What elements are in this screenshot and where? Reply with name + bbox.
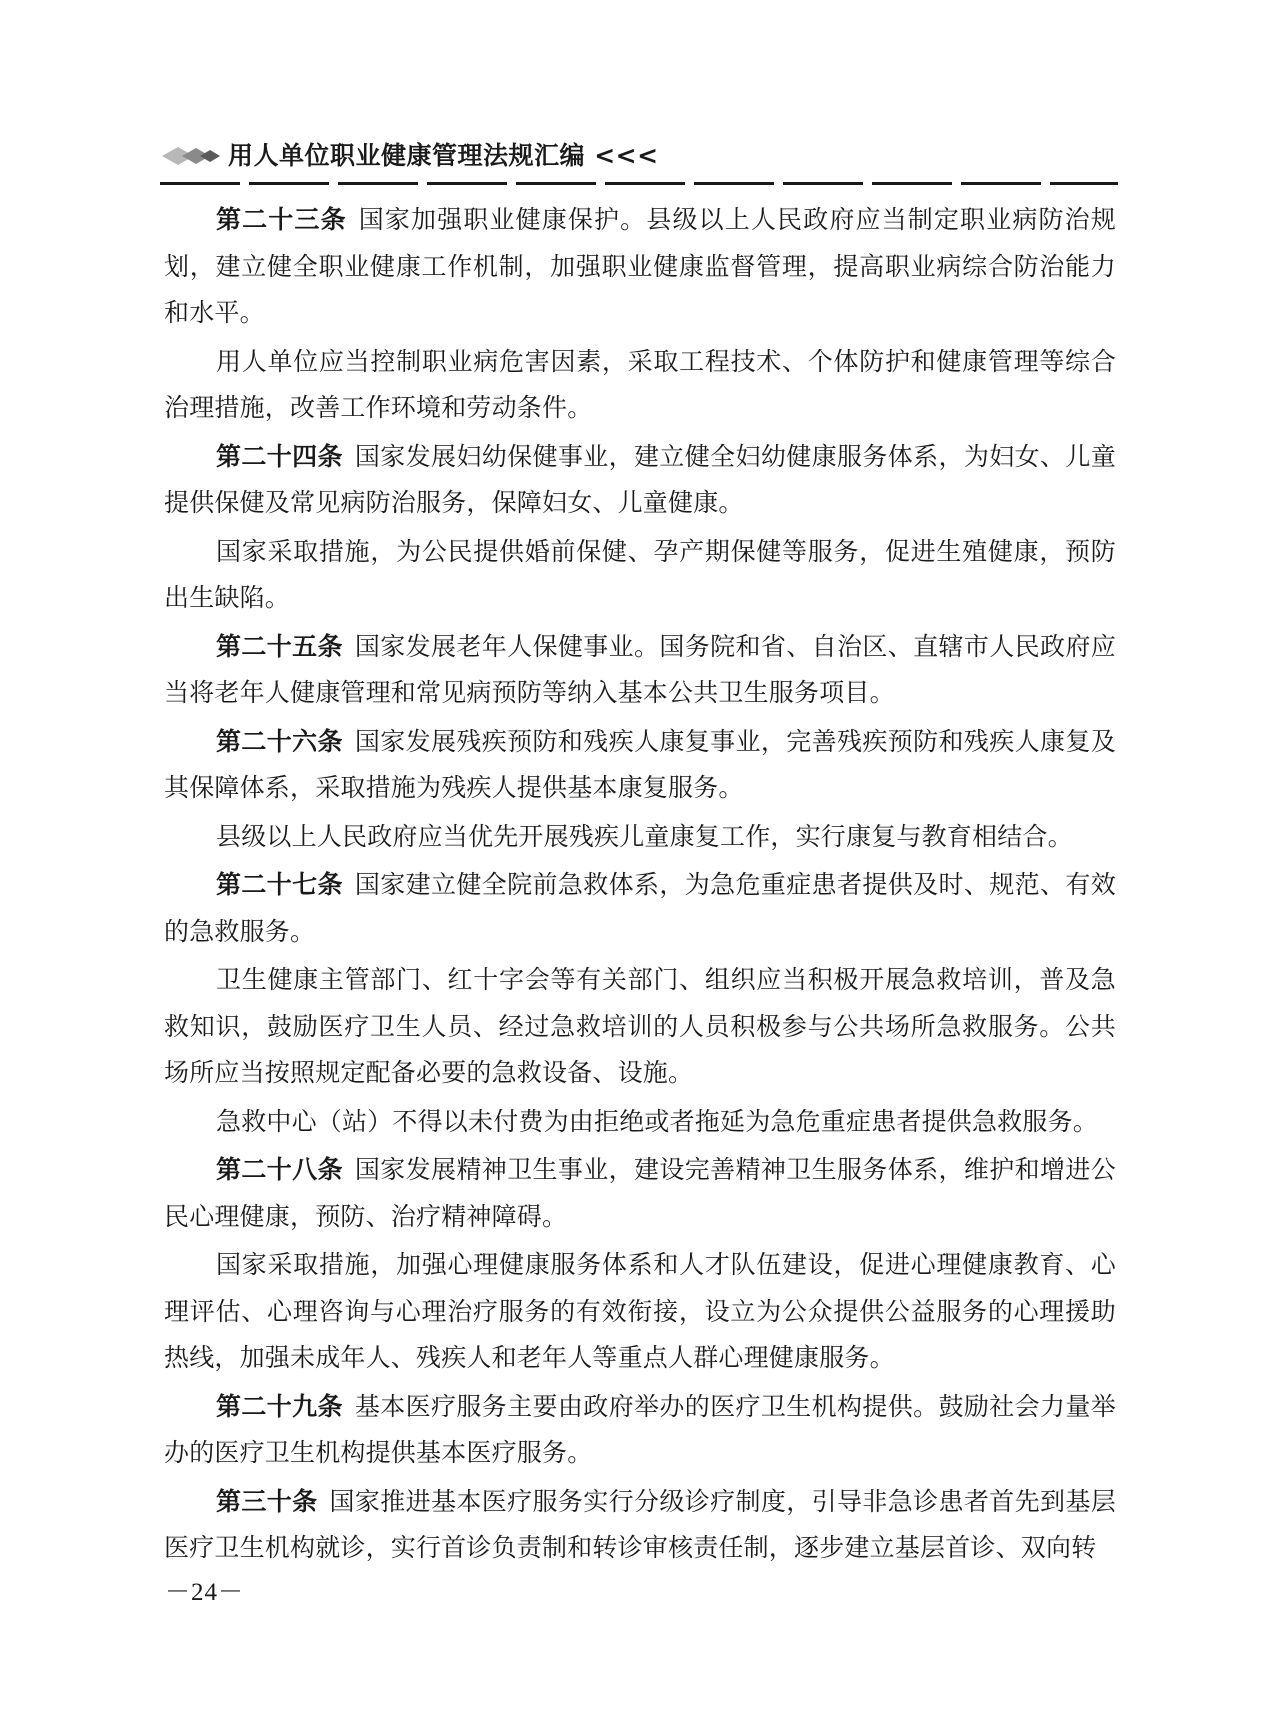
paragraph	[164, 339, 1116, 432]
running-header	[160, 140, 1118, 188]
paragraph-text: 国家建立健全院前急救体系，为急危重症患者提供及时、规范、有效的急救服务。	[164, 870, 1116, 946]
paragraph-text: 国家发展老年人保健事业。国务院和省、自治区、直辖市人民政府应当将老年人健康管理和常见病预防等纳入基本公共卫生服务项目。	[164, 631, 1116, 707]
article-number: 第三十条	[216, 1486, 318, 1516]
paragraph-text: 县级以上人民政府应当优先开展残疾儿童康复工作，实行康复与教育相结合。	[216, 821, 1073, 851]
paragraph	[164, 719, 1116, 812]
paragraph-text: 用人单位应当控制职业病危害因素，采取工程技术、个体防护和健康管理等综合治理措施，改善工作环境和劳动条件。	[164, 346, 1116, 422]
paragraph-text: 国家推进基本医疗服务实行分级诊疗制度，引导非急诊患者首先到基层医疗卫生机构就诊，实行首诊负责制和转诊审核责任制，逐步建立基层首诊、双向转	[164, 1486, 1116, 1562]
paragraph-text: 国家采取措施，为公民提供婚前保健、孕产期保健等服务，促进生殖健康，预防出生缺陷。	[164, 536, 1116, 612]
double-diamond-icon	[160, 144, 224, 168]
paragraph-text: 国家发展妇幼保健事业，建立健全妇幼健康服务体系，为妇女、儿童提供保健及常见病防治服务，保障妇女、儿童健康。	[164, 441, 1116, 517]
paragraph	[164, 1147, 1116, 1240]
paragraph-text: 国家发展精神卫生事业，建设完善精神卫生服务体系，维护和增进公民心理健康，预防、治疗精神障碍。	[164, 1155, 1116, 1231]
paragraph-text: 基本医疗服务主要由政府举办的医疗卫生机构提供。鼓励社会力量举办的医疗卫生机构提供基本医疗服务。	[164, 1391, 1116, 1467]
article-number: 第二十五条	[216, 631, 343, 661]
paragraph	[164, 434, 1116, 527]
article-number: 第二十六条	[216, 726, 343, 756]
paragraph	[164, 1099, 1116, 1146]
paragraph	[164, 957, 1116, 1097]
paragraph	[164, 624, 1116, 717]
paragraph	[164, 862, 1116, 955]
paragraph-text: 卫生健康主管部门、红十字会等有关部门、组织应当积极开展急救培训，普及急救知识，鼓励医疗卫生人员、经过急救培训的人员积极参与公共场所急救服务。公共场所应当按照规定配备必要的急救设备、设施。	[164, 965, 1116, 1087]
article-number: 第二十四条	[216, 441, 343, 471]
article-number: 第二十九条	[216, 1391, 343, 1421]
article-number: 第二十三条	[216, 205, 347, 234]
header-dashed-rule	[160, 182, 1118, 185]
article-number: 第二十七条	[216, 870, 343, 899]
book-title: 用人单位职业健康管理法规汇编 <<<	[228, 141, 659, 170]
paragraph	[164, 1242, 1116, 1382]
paragraph-text: 急救中心（站）不得以未付费为由拒绝或者拖延为急危重症患者提供急救服务。	[216, 1106, 1099, 1136]
page-number: －24－	[165, 1579, 245, 1606]
body-text	[164, 197, 1116, 1574]
paragraph	[164, 1479, 1116, 1572]
paragraph	[164, 1384, 1116, 1477]
paragraph-text: 国家采取措施，加强心理健康服务体系和人才队伍建设，促进心理健康教育、心理评估、心理咨询与心理治疗服务的有效衔接，设立为公众提供公益服务的心理援助热线，加强未成年人、残疾人和老年人等重点人群心理健康服务。	[164, 1250, 1116, 1372]
paragraph	[164, 814, 1116, 861]
paragraph-text: 国家加强职业健康保护。县级以上人民政府应当制定职业病防治规划，建立健全职业健康工作机制，加强职业健康监督管理，提高职业病综合防治能力和水平。	[164, 205, 1116, 327]
paragraph	[164, 197, 1116, 337]
paragraph	[164, 529, 1116, 622]
article-number: 第二十八条	[216, 1155, 343, 1184]
paragraph-text: 国家发展残疾预防和残疾人康复事业，完善残疾预防和残疾人康复及其保障体系，采取措施为残疾人提供基本康复服务。	[164, 726, 1116, 802]
